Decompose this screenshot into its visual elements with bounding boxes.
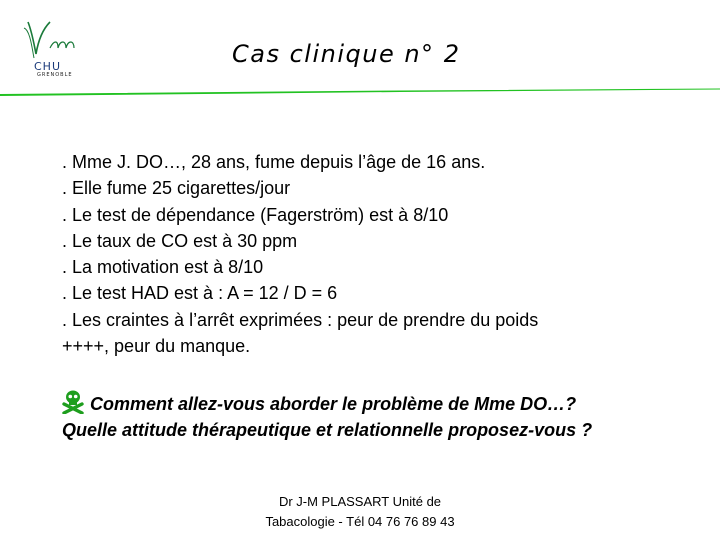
slide-title: Cas clinique n° 2 xyxy=(232,40,461,68)
case-line: . Elle fume 25 cigarettes/jour xyxy=(62,178,291,199)
green-rule-shape xyxy=(0,88,720,96)
case-line: . Les craintes à l’arrêt exprimées : peur de prendre du poids xyxy=(62,309,539,330)
case-line: . Le taux de CO est à 30 ppm xyxy=(62,230,298,251)
case-line: ++++, peur du manque. xyxy=(62,336,251,357)
case-line: . La motivation est à 8/10 xyxy=(62,257,264,278)
case-line: . Le test HAD est à : A = 12 / D = 6 xyxy=(62,283,338,304)
case-line: . Mme J. DO…, 28 ans, fume depuis l’âge de 16 ans. xyxy=(62,152,486,172)
header-green-rule xyxy=(0,88,720,96)
case-line: . Le test de dépendance (Fagerström) est à 8/10 xyxy=(62,204,449,225)
footer-line-1: Dr J-M PLASSART Unité de xyxy=(278,494,442,509)
question-text-2: Quelle attitude thérapeutique et relationnelle proposez-vous ? xyxy=(62,420,593,440)
question-block xyxy=(62,390,712,443)
chu-logo xyxy=(20,18,80,80)
question-line-1 xyxy=(62,390,712,417)
footer-credit xyxy=(240,492,480,532)
chu-logo-mark xyxy=(20,18,80,80)
question-text-1: Comment allez-vous aborder le problème de Mme DO…? xyxy=(90,394,577,414)
logo-text: CHU xyxy=(34,60,62,73)
case-details xyxy=(62,149,702,359)
footer-line-2: Tabacologie - Tél 04 76 76 89 43 xyxy=(265,514,455,529)
logo-subtext: GRENOBLE xyxy=(37,72,73,78)
skull-crossbones-icon xyxy=(62,390,84,414)
